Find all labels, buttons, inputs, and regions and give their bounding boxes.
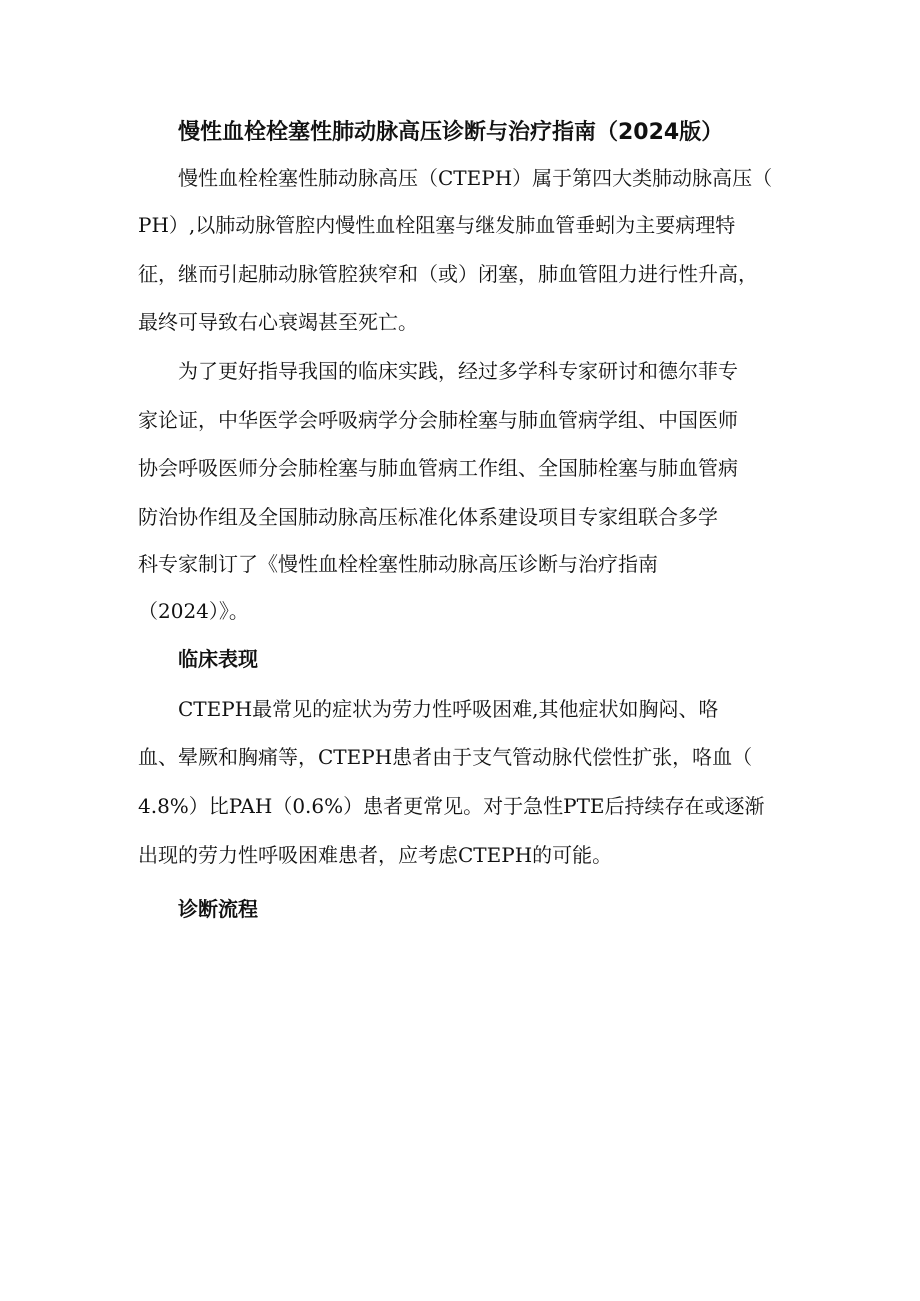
document-title: 慢性血栓栓塞性肺动脉高压诊断与治疗指南（2024版） [178, 120, 724, 145]
section-heading-diagnosis: 诊断流程 [178, 897, 258, 921]
intro-line-2: PH）,以肺动脉管腔内慢性血栓阻塞与继发肺血管垂蚓为主要病理特 [138, 213, 736, 237]
clinical-line-2: 血、晕厥和胸痛等，CTEPH患者由于支气管动脉代偿性扩张，咯血（ [138, 745, 753, 769]
background-line-6: （2024）》。 [138, 599, 249, 623]
background-line-3: 协会呼吸医师分会肺栓塞与肺血管病工作组、全国肺栓塞与肺血管病 [138, 456, 738, 480]
clinical-line-1: CTEPH最常见的症状为劳力性呼吸困难,其他症状如胸闷、咯 [178, 697, 719, 721]
background-line-1: 为了更好指导我国的临床实践，经过多学科专家研讨和德尔菲专 [178, 359, 738, 383]
intro-line-4: 最终可导致右心衰竭甚至死亡。 [138, 310, 418, 334]
background-line-5: 科专家制订了《慢性血栓栓塞性肺动脉高压诊断与治疗指南 [138, 552, 658, 576]
clinical-line-3: 4.8%）比PAH（0.6%）患者更常见。对于急性PTE后持续存在或逐渐 [138, 794, 765, 818]
background-line-2: 家论证，中华医学会呼吸病学分会肺栓塞与肺血管病学组、中国医师 [138, 408, 738, 432]
clinical-line-4: 出现的劳力性呼吸困难患者，应考虑CTEPH的可能。 [138, 843, 613, 867]
intro-line-3: 征，继而引起肺动脉管腔狭窄和（或）闭塞，肺血管阻力进行性升高， [138, 262, 758, 286]
background-line-4: 防治协作组及全国肺动脉高压标准化体系建设项目专家组联合多学 [138, 505, 718, 529]
intro-line-1: 慢性血栓栓塞性肺动脉高压（CTEPH）属于第四大类肺动脉高压（ [178, 166, 773, 190]
section-heading-clinical: 临床表现 [178, 647, 258, 671]
